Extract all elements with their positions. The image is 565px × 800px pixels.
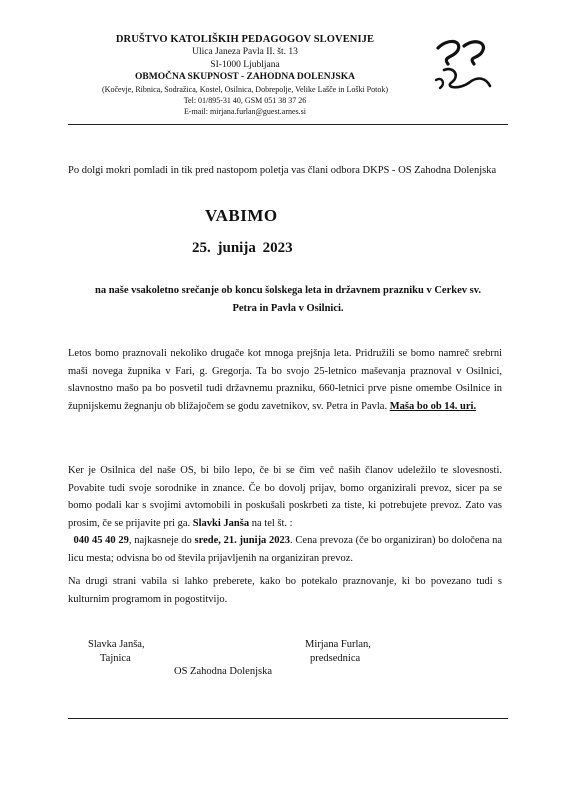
occasion-line-2: Petra in Pavla v Osilnici. <box>232 303 344 314</box>
contact-phone: 040 45 40 29 <box>73 535 129 546</box>
mass-time: Maša bo ob 14. uri. <box>389 400 477 412</box>
address-street: Ulica Janeza Pavla II. št. 13 <box>192 47 298 57</box>
intro-text: Po dolgi mokri pomladi in tik pred nastopom poletja vas člani odbora DKPS - OS Zahodna Dolenjska <box>68 165 497 176</box>
header-divider <box>68 124 508 125</box>
paragraph-transport <box>68 462 502 567</box>
invitation-title: VABIMO <box>205 206 278 225</box>
organization-logo-icon <box>430 36 500 96</box>
footer-divider <box>68 718 508 719</box>
registration-deadline: srede, 21. junija 2023 <box>194 535 291 546</box>
email-line: E-mail: mirjana.furlan@guest.arnes.si <box>184 106 306 116</box>
event-date: 25. junija 2023 <box>192 240 293 256</box>
paragraph-celebration-text: Letos bomo praznovali nekoliko drugače kot mnoga prejšnja leta. Pridružili se bomo namreč srebrni maši novega župnika v Fari, g. Gregorja. Ta bo svojo 25-letnico maševanja praznoval v Osilnici, slavnostno mašo pa bo posvetil tudi državnemu prazniku, 660-letnici prve pisne omembe Osilnice in župnijskemu žegnanju ob bližajočem se godu zavetnikov, sv. Petra in Pavla. <box>68 348 502 412</box>
regional-group: OBMOČNA SKUPNOST - ZAHODNA DOLENJSKA <box>135 72 355 82</box>
letterhead <box>80 33 410 117</box>
organization-name: DRUŠTVO KATOLIŠKIH PEDAGOGOV SLOVENIJE <box>115 34 375 45</box>
phone-line: Tel: 01/895-31 40, GSM 051 38 37 26 <box>183 95 307 105</box>
transport-text-d: . Cena prevoza (če bo organiziran) bo določena na licu mesta; odvisna bo od števila prijavljenih na organiziran prevoz. <box>68 535 503 564</box>
transport-text-b: na tel št. : <box>251 517 293 529</box>
signature-secretary-role: Tajnica <box>100 653 131 664</box>
transport-text-a: Ker je Osilnica del naše OS, bi bilo lepo, če bi se čim več naših članov udeležilo te slovesnosti. Povabite tudi svoje sorodnike in znance. Če bo dovolj prijav, bomo organizirali prevoz, sicer pa se bomo podali kar s svojimi avtomobili in poskušali poskrbeti za tiste, ki potrebujete prevoz. Zato vas prosim, če se prijavite pri ga. <box>68 465 502 529</box>
parishes-list: (Kočevje, Ribnica, Sodražica, Kostel, Osilnica, Dobrepolje, Velike Lašče in Loški Potok) <box>102 84 388 94</box>
signature-president-role: predsednica <box>310 653 361 664</box>
paragraph-program: Na drugi strani vabila si lahko preberete, kako bo potekalo praznovanje, ki bo povezano tudi s kulturnim programom in pogostitvijo. <box>68 576 502 605</box>
occasion-text <box>68 282 508 318</box>
transport-text-c: , najkasneje do <box>128 535 192 546</box>
paragraph-celebration <box>68 345 502 415</box>
address-city: SI-1000 Ljubljana <box>210 59 280 70</box>
signature-secretary-name: Slavka Janša, <box>88 639 145 650</box>
signature-organization: OS Zahodna Dolenjska <box>174 666 272 677</box>
occasion-line-1: na naše vsakoletno srečanje ob koncu šolskega leta in državnem prazniku v Cerkev sv. <box>95 285 481 296</box>
signature-president-name: Mirjana Furlan, <box>305 639 371 650</box>
contact-name: Slavki Janša <box>192 517 250 529</box>
